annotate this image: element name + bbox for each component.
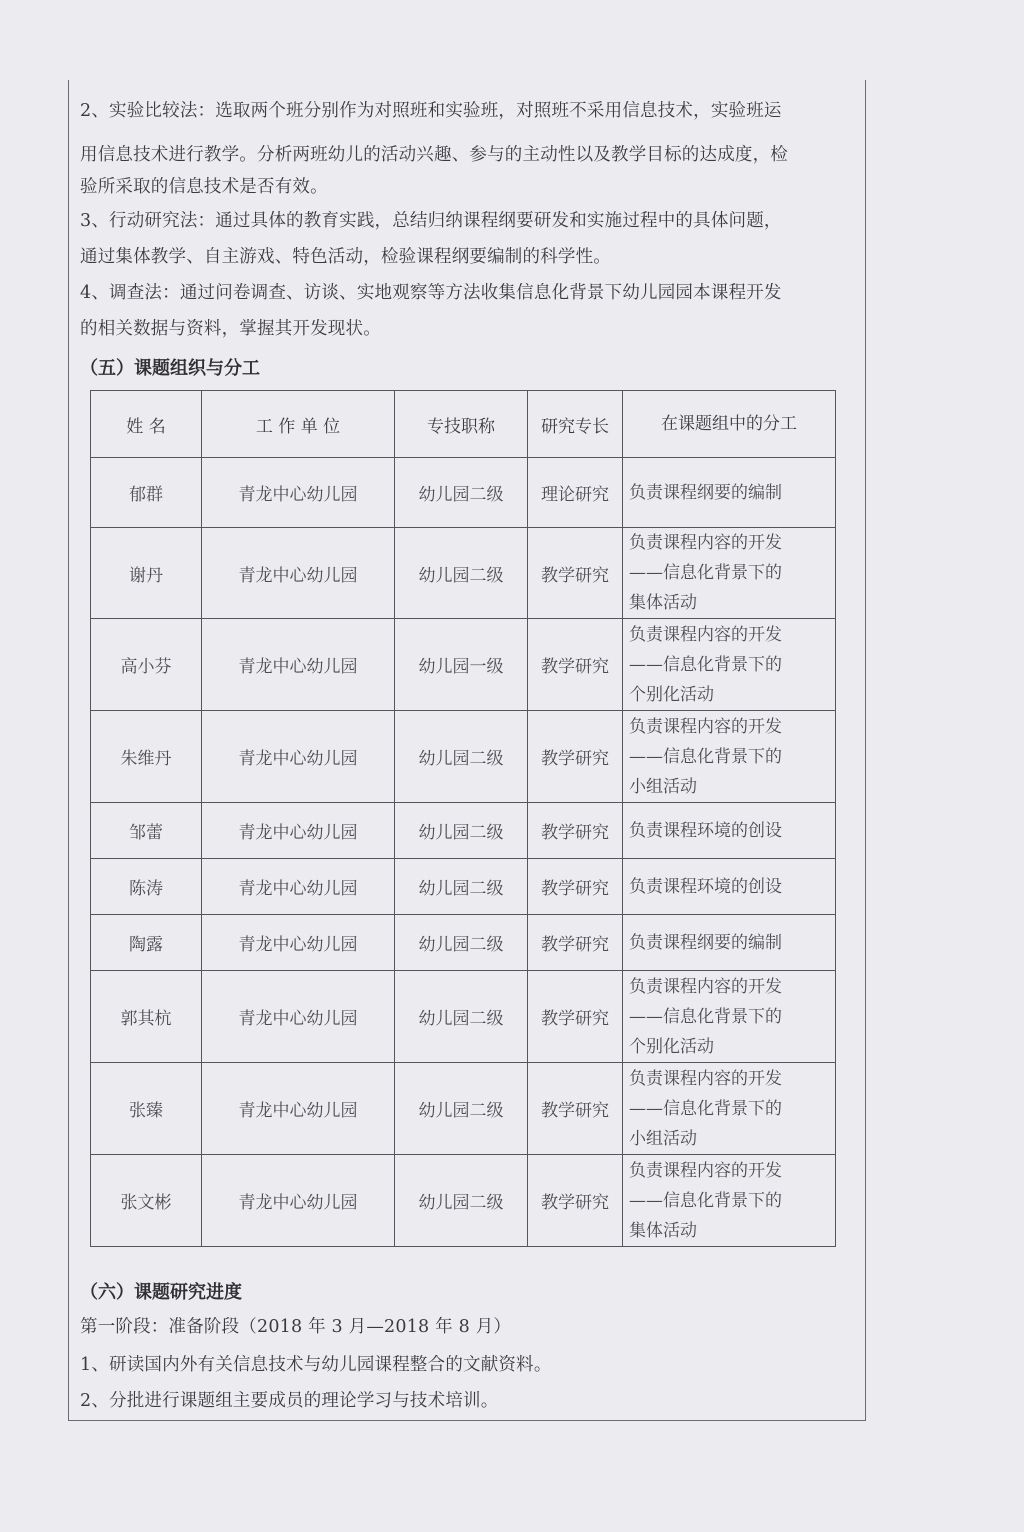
progress-item: 2、分批进行课题组主要成员的理论学习与技术培训。 <box>80 1391 499 1411</box>
cell-specialty: 教学研究 <box>528 1063 623 1155</box>
cell-role <box>623 619 836 711</box>
cell-specialty: 教学研究 <box>528 915 623 971</box>
table-row <box>91 1155 836 1247</box>
paragraph-line: 2、实验比较法：选取两个班分别作为对照班和实验班，对照班不采用信息技术，实验班运 <box>80 101 782 121</box>
cell-title: 幼儿园二级 <box>395 915 528 971</box>
cell-title: 幼儿园二级 <box>395 711 528 803</box>
cell-specialty: 理论研究 <box>528 458 623 528</box>
table-header-row <box>91 391 836 458</box>
role-line: 负责课程内容的开发 <box>629 624 782 645</box>
header-name: 姓 名 <box>91 391 202 458</box>
paragraph-line: 用信息技术进行教学。分析两班幼儿的活动兴趣、参与的主动性以及教学目标的达成度，检 <box>80 145 788 165</box>
table-row <box>91 915 836 971</box>
table-row <box>91 1063 836 1155</box>
role-line: 小组活动 <box>629 1128 697 1149</box>
cell-unit: 青龙中心幼儿园 <box>202 528 395 619</box>
cell-title: 幼儿园二级 <box>395 458 528 528</box>
role-line: 负责课程环境的创设 <box>629 876 782 897</box>
paragraph-line: 的相关数据与资料，掌握其开发现状。 <box>80 319 381 339</box>
cell-name: 郁群 <box>91 458 202 528</box>
cell-role <box>623 859 836 915</box>
cell-title: 幼儿园二级 <box>395 971 528 1063</box>
cell-role <box>623 971 836 1063</box>
role-line: 负责课程内容的开发 <box>629 1160 782 1181</box>
cell-unit: 青龙中心幼儿园 <box>202 803 395 859</box>
role-line: ——信息化背景下的 <box>629 1190 782 1211</box>
header-title: 专技职称 <box>395 391 528 458</box>
cell-specialty: 教学研究 <box>528 528 623 619</box>
table-row <box>91 528 836 619</box>
role-line: 负责课程内容的开发 <box>629 716 782 737</box>
header-role: 在课题组中的分工 <box>623 391 836 458</box>
table-row <box>91 619 836 711</box>
cell-name: 朱维丹 <box>91 711 202 803</box>
role-line: ——信息化背景下的 <box>629 563 782 583</box>
cell-title: 幼儿园一级 <box>395 619 528 711</box>
role-line: ——信息化背景下的 <box>629 654 782 675</box>
section-heading: （五）课题组织与分工 <box>80 358 260 379</box>
cell-role <box>623 528 836 619</box>
cell-role <box>623 1155 836 1247</box>
role-line: ——信息化背景下的 <box>629 1006 782 1027</box>
role-line: ——信息化背景下的 <box>629 1098 782 1119</box>
progress-item: 1、研读国内外有关信息技术与幼儿园课程整合的文献资料。 <box>80 1355 552 1375</box>
role-line: 负责课程内容的开发 <box>629 976 782 997</box>
paragraph-line: 通过集体教学、自主游戏、特色活动，检验课程纲要编制的科学性。 <box>80 247 611 267</box>
cell-unit: 青龙中心幼儿园 <box>202 971 395 1063</box>
stage-line: 第一阶段：准备阶段（2018 年 3 月—2018 年 8 月） <box>80 1317 512 1337</box>
cell-name: 张臻 <box>91 1063 202 1155</box>
cell-name: 高小芬 <box>91 619 202 711</box>
table-row <box>91 458 836 528</box>
cell-role <box>623 1063 836 1155</box>
role-line: 负责课程纲要的编制 <box>629 482 782 503</box>
role-line: 小组活动 <box>629 776 697 797</box>
role-line: 个别化活动 <box>629 1036 714 1057</box>
cell-name: 陈涛 <box>91 859 202 915</box>
cell-name: 邹蕾 <box>91 803 202 859</box>
section-heading: （六）课题研究进度 <box>80 1282 242 1303</box>
cell-unit: 青龙中心幼儿园 <box>202 619 395 711</box>
table-row <box>91 971 836 1063</box>
cell-specialty: 教学研究 <box>528 971 623 1063</box>
table-row <box>91 803 836 859</box>
cell-title: 幼儿园二级 <box>395 528 528 619</box>
header-unit: 工 作 单 位 <box>202 391 395 458</box>
role-line: 集体活动 <box>629 593 697 613</box>
role-line: 负责课程内容的开发 <box>629 1068 782 1089</box>
cell-name: 张文彬 <box>91 1155 202 1247</box>
table-row <box>91 711 836 803</box>
cell-role <box>623 915 836 971</box>
cell-role <box>623 711 836 803</box>
cell-unit: 青龙中心幼儿园 <box>202 458 395 528</box>
role-line: 负责课程环境的创设 <box>629 820 782 841</box>
cell-specialty: 教学研究 <box>528 803 623 859</box>
cell-specialty: 教学研究 <box>528 619 623 711</box>
cell-title: 幼儿园二级 <box>395 1155 528 1247</box>
cell-title: 幼儿园二级 <box>395 803 528 859</box>
cell-name: 陶露 <box>91 915 202 971</box>
cell-unit: 青龙中心幼儿园 <box>202 915 395 971</box>
header-specialty: 研究专长 <box>528 391 623 458</box>
paragraph-line: 验所采取的信息技术是否有效。 <box>80 177 328 197</box>
role-line: 个别化活动 <box>629 684 714 705</box>
table-row <box>91 859 836 915</box>
role-line: 负责课程纲要的编制 <box>629 932 782 953</box>
cell-role <box>623 458 836 528</box>
role-line: ——信息化背景下的 <box>629 746 782 767</box>
cell-name: 郭其杭 <box>91 971 202 1063</box>
cell-specialty: 教学研究 <box>528 859 623 915</box>
cell-title: 幼儿园二级 <box>395 859 528 915</box>
role-line: 集体活动 <box>629 1220 697 1241</box>
cell-specialty: 教学研究 <box>528 711 623 803</box>
cell-name: 谢丹 <box>91 528 202 619</box>
cell-unit: 青龙中心幼儿园 <box>202 711 395 803</box>
cell-unit: 青龙中心幼儿园 <box>202 859 395 915</box>
role-line: 负责课程内容的开发 <box>629 533 782 553</box>
cell-role <box>623 803 836 859</box>
paragraph-line: 4、调查法：通过问卷调查、访谈、实地观察等方法收集信息化背景下幼儿园园本课程开发 <box>80 283 782 303</box>
division-table <box>90 390 836 1247</box>
cell-title: 幼儿园二级 <box>395 1063 528 1155</box>
paragraph-line: 3、行动研究法：通过具体的教育实践，总结归纳课程纲要研发和实施过程中的具体问题， <box>80 211 782 231</box>
cell-unit: 青龙中心幼儿园 <box>202 1155 395 1247</box>
cell-specialty: 教学研究 <box>528 1155 623 1247</box>
cell-unit: 青龙中心幼儿园 <box>202 1063 395 1155</box>
